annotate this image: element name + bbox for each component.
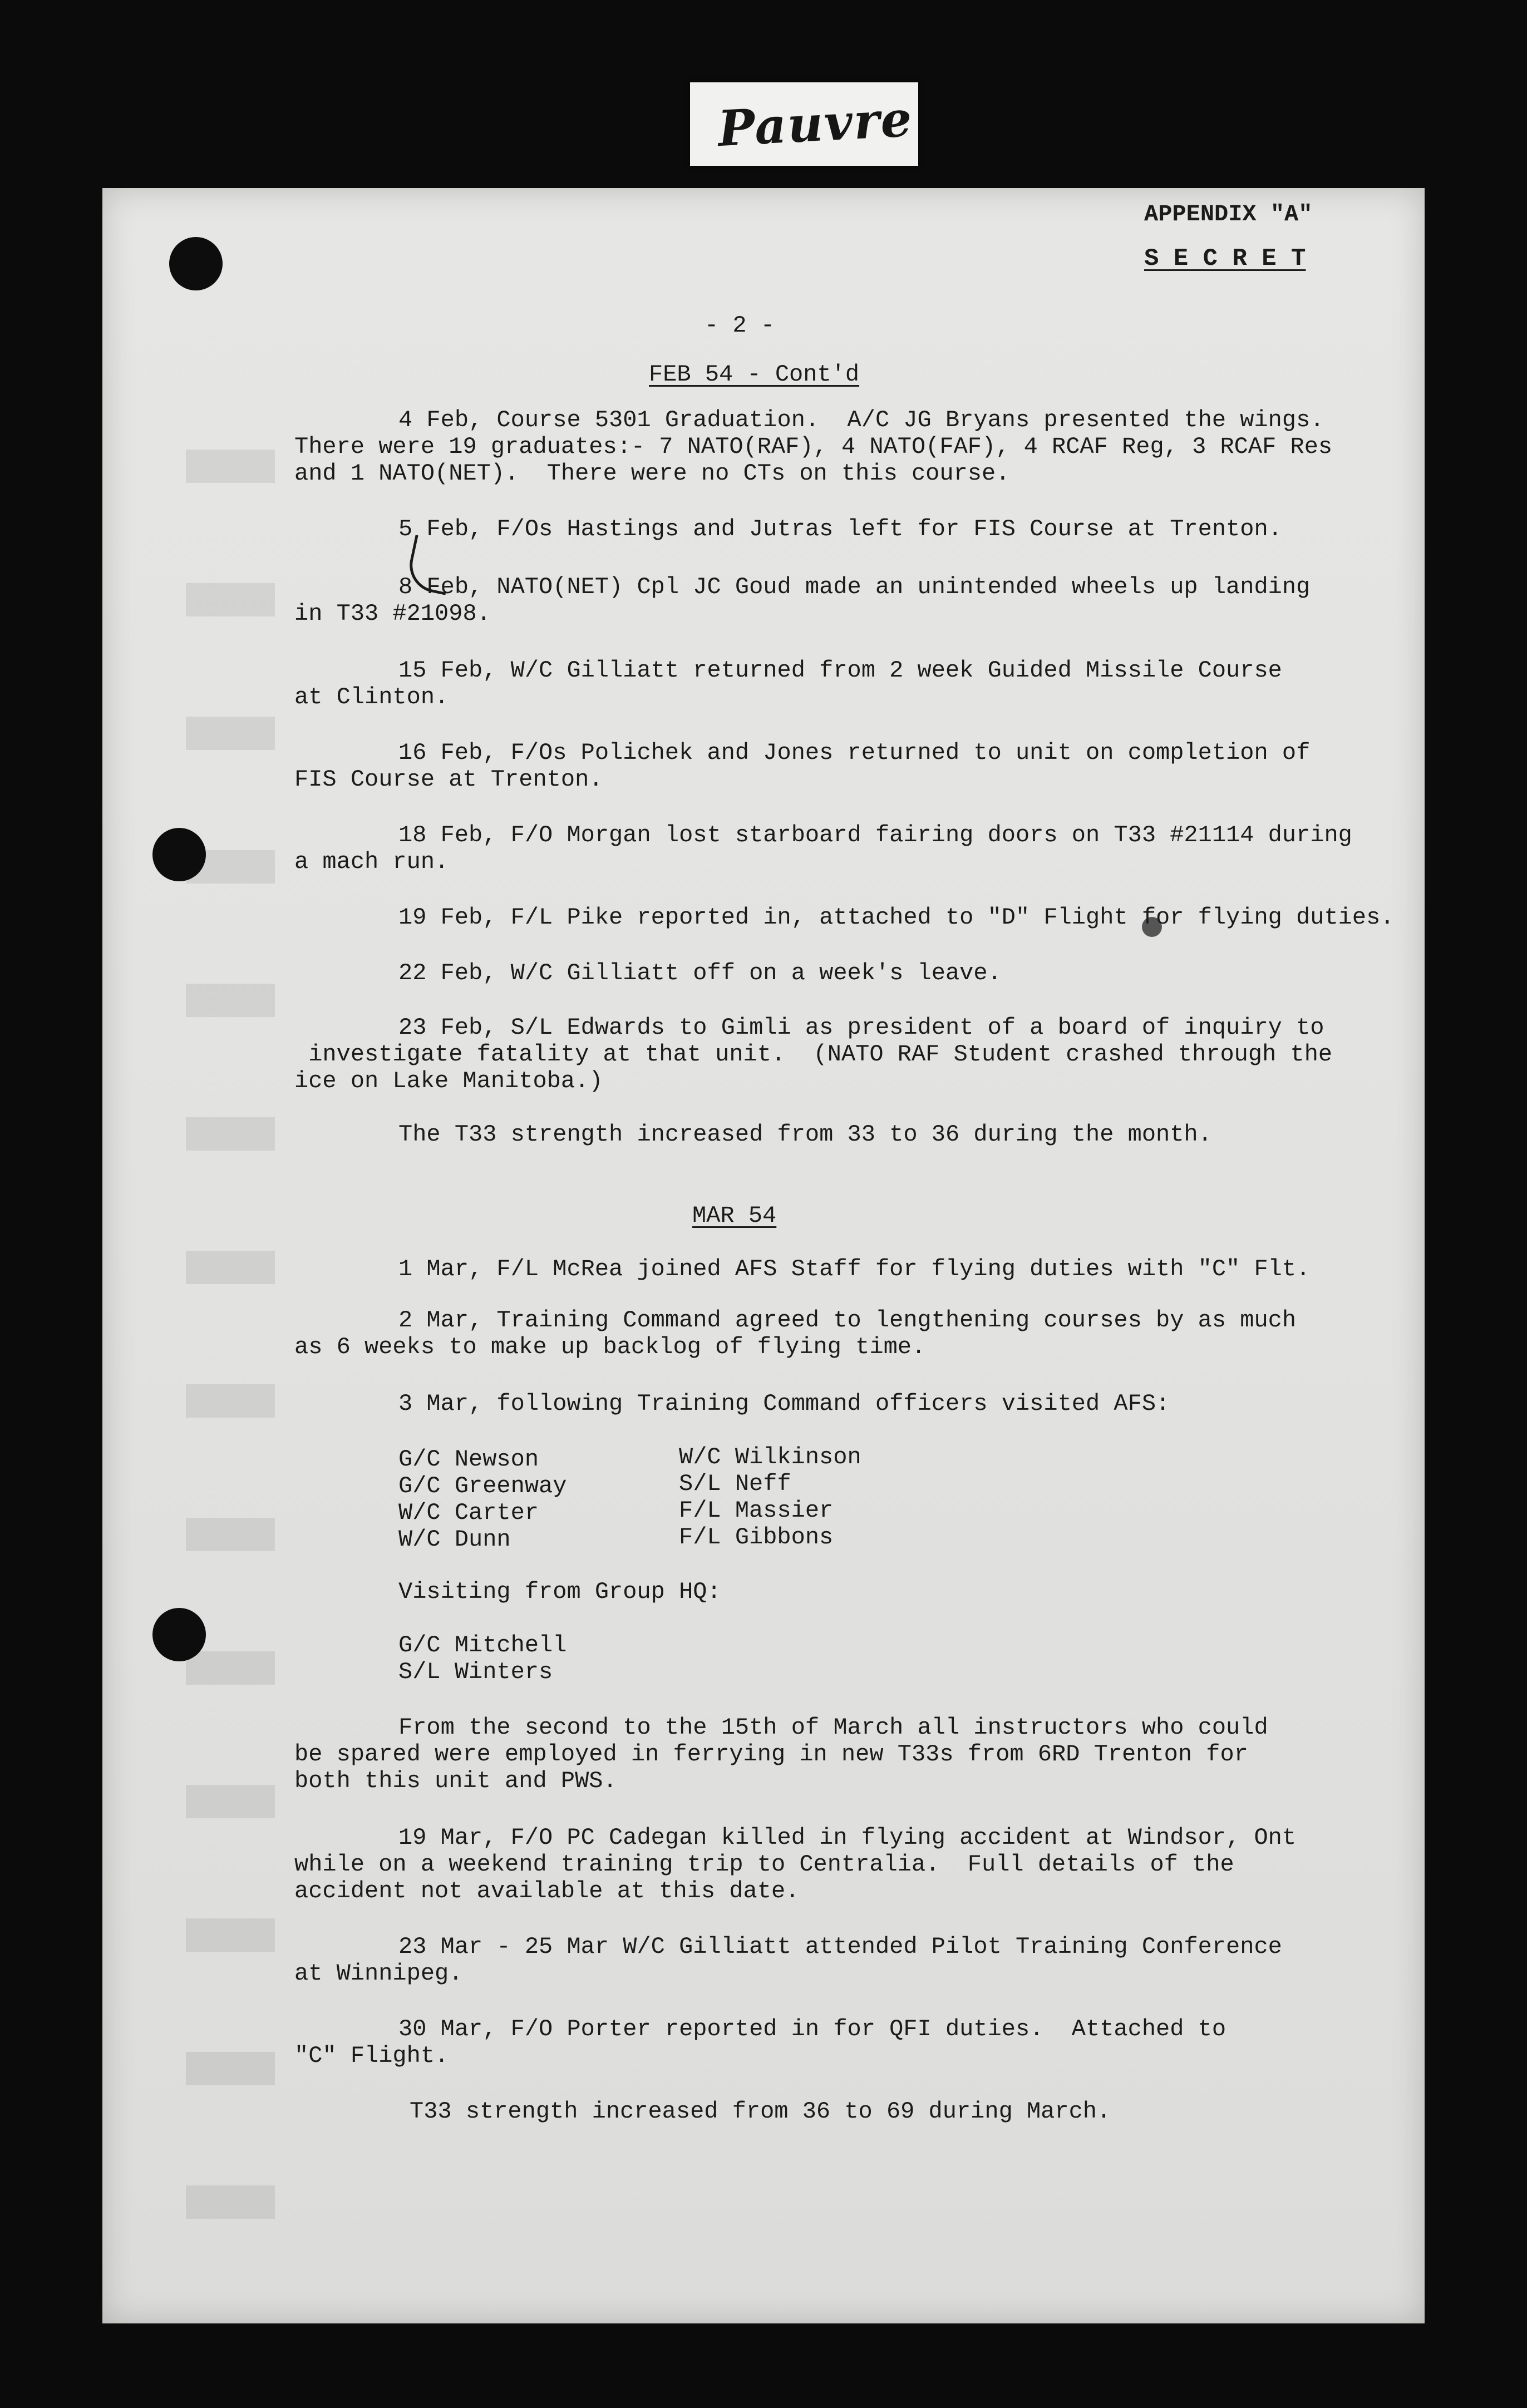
punch-hole-top (169, 237, 223, 290)
officer-name: W/C Carter (398, 1499, 539, 1526)
entry-line: both this unit and PWS. (294, 1768, 617, 1794)
entry-line: and 1 NATO(NET). There were no CTs on this course. (294, 460, 1010, 487)
entry-line: as 6 weeks to make up backlog of flying time. (294, 1334, 926, 1360)
officer-name: W/C Dunn (398, 1526, 511, 1553)
officer-name: F/L Massier (679, 1497, 834, 1524)
entry-line: accident not available at this date. (294, 1878, 800, 1904)
entry-line: There were 19 graduates:- 7 NATO(RAF), 4 NATO(FAF), 4 RCAF Reg, 3 RCAF Res (294, 433, 1333, 460)
officer-name: G/C Greenway (398, 1473, 567, 1499)
entry-line: 19 Feb, F/L Pike reported in, attached to "D" Flight for flying duties. (398, 904, 1395, 931)
entry-line: 16 Feb, F/Os Polichek and Jones returned to unit on completion of (398, 739, 1311, 766)
entry-line: a mach run. (294, 848, 449, 875)
punch-hole-middle (152, 828, 206, 881)
entry-line: 8 Feb, NATO(NET) Cpl JC Goud made an unintended wheels up landing (398, 574, 1311, 600)
entry-line: at Winnipeg. (294, 1960, 463, 1987)
entry-line: 5 Feb, F/Os Hastings and Jutras left for FIS Course at Trenton. (398, 516, 1282, 542)
classification: S E C R E T (1144, 245, 1306, 273)
document-page (102, 188, 1425, 2323)
section-heading-mar: MAR 54 (692, 1202, 777, 1229)
entry-line: T33 strength increased from 36 to 69 during March. (410, 2098, 1111, 2125)
entry-line: 3 Mar, following Training Command officers visited AFS: (398, 1390, 1170, 1417)
officer-name: S/L Neff (679, 1471, 791, 1497)
entry-line: investigate fatality at that unit. (NATO RAF Student crashed through the (294, 1041, 1333, 1068)
visiting-label: Visiting from Group HQ: (398, 1578, 721, 1605)
officer-name: G/C Mitchell (398, 1632, 567, 1659)
officer-name: G/C Newson (398, 1446, 539, 1473)
officer-name: S/L Winters (398, 1659, 553, 1685)
entry-line: be spared were employed in ferrying in new T33s from 6RD Trenton for (294, 1741, 1248, 1768)
entry-line: 22 Feb, W/C Gilliatt off on a week's leave. (398, 960, 1002, 986)
entry-line: From the second to the 15th of March all instructors who could (398, 1714, 1268, 1741)
entry-line: ice on Lake Manitoba.) (294, 1068, 603, 1094)
entry-line: in T33 #21098. (294, 600, 491, 627)
page-number: - 2 - (705, 312, 775, 339)
officer-name: W/C Wilkinson (679, 1444, 861, 1471)
section-heading-feb: FEB 54 - Cont'd (649, 361, 860, 388)
entry-line: 23 Mar - 25 Mar W/C Gilliatt attended Pilot Training Conference (398, 1933, 1282, 1960)
bleed-through (186, 399, 275, 2291)
entry-line: 18 Feb, F/O Morgan lost starboard fairing doors on T33 #21114 during (398, 822, 1352, 848)
entry-line: FIS Course at Trenton. (294, 766, 603, 793)
entry-line: at Clinton. (294, 684, 449, 710)
officer-name: F/L Gibbons (679, 1524, 834, 1551)
entry-line: 30 Mar, F/O Porter reported in for QFI duties. Attached to (398, 2016, 1226, 2042)
entry-line: The T33 strength increased from 33 to 36 during the month. (398, 1121, 1212, 1148)
entry-line: 2 Mar, Training Command agreed to lengthening courses by as much (398, 1307, 1297, 1334)
entry-line: while on a weekend training trip to Centralia. Full details of the (294, 1851, 1234, 1878)
entry-line: 1 Mar, F/L McRea joined AFS Staff for flying duties with "C" Flt. (398, 1256, 1311, 1282)
entry-line: 19 Mar, F/O PC Cadegan killed in flying accident at Windsor, Ont (398, 1824, 1297, 1851)
entry-line: "C" Flight. (294, 2042, 449, 2069)
tab-label: Pauvre (716, 89, 914, 158)
punch-hole-bottom (152, 1608, 206, 1661)
entry-line: 4 Feb, Course 5301 Graduation. A/C JG Bryans presented the wings. (398, 407, 1324, 433)
appendix-label: APPENDIX "A" (1144, 201, 1313, 228)
entry-line: 23 Feb, S/L Edwards to Gimli as president of a board of inquiry to (398, 1014, 1324, 1041)
folder-tab (690, 82, 918, 166)
entry-line: 15 Feb, W/C Gilliatt returned from 2 week Guided Missile Course (398, 657, 1282, 684)
